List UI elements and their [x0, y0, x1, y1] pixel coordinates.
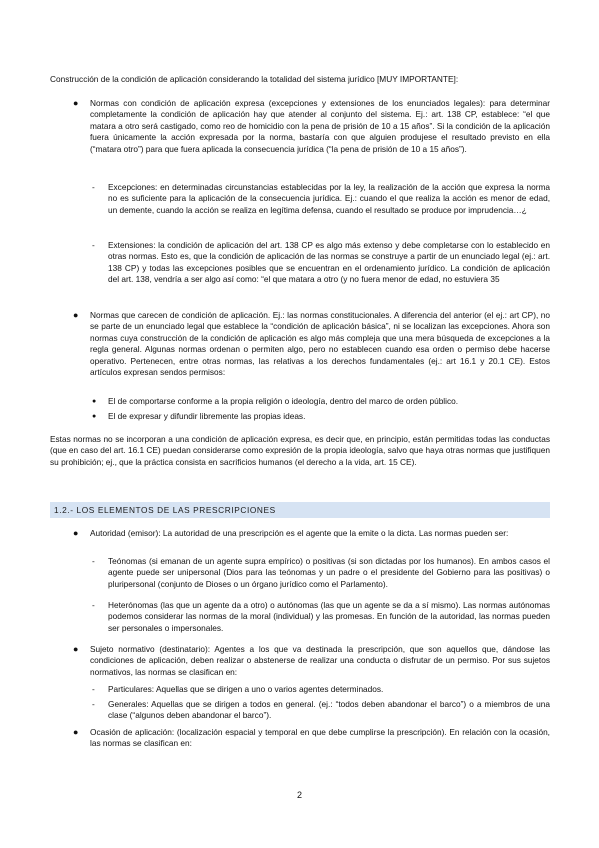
intro-heading: Construcción de la condición de aplicación considerando la totalidad del sistema jurídico [MUY IMPORTANTE]:: [50, 74, 459, 84]
bullet-marker: ●: [92, 413, 97, 420]
occasion-item-text: Ocasión de aplicación: (localización espacial y temporal en que debe cumplirse la prescripción). En relación con la ocasión, las normas se clasifican en:: [90, 727, 550, 749]
generales-text: Generales: Aquellas que se dirigen a todos en general. (ej.: “todos deben abandonar el barco”) o a miembros de una clase (“algunos deben abandonar el barco”).: [108, 699, 550, 721]
extensions-text: Extensiones: la condición de aplicación del art. 138 CP es algo más extenso y debe completarse con lo establecido en otras normas. Esto es, que la condición de aplicación de las normas se construye a partir de un enunciado legal (ej.: art. 138 CP) y todas las excepciones posibles que se encuentran en el ordenamiento jurídico. La condición de aplicación del art. 138, vendría a ser algo así como: “el que matara a otro (y no fuera menor de edad, no estuviera 35: [108, 240, 550, 285]
bullet-marker: ●: [73, 310, 79, 320]
dash-marker: -: [92, 699, 95, 709]
dash-marker: -: [92, 556, 95, 566]
bullet-marker: ●: [92, 398, 97, 405]
page-number: 2: [296, 790, 302, 800]
expression-permission-text: El de expresar y difundir libremente las propias ideas.: [108, 411, 306, 421]
subject-item-text: Sujeto normativo (destinatario): Agentes a los que va destinada la prescripción, que son aquellos que, dándose las condiciones de aplicación, deben realizar o abstenerse de realizar una conducta o disfrutar de un permiso. Por sus sujetos normativos, las normas se clasifican en:: [90, 644, 550, 677]
religion-permission-text: El de comportarse conforme a la propia religión o ideología, dentro del marco de orden público.: [108, 396, 459, 406]
dash-marker: -: [92, 182, 95, 192]
dash-marker: -: [92, 600, 95, 610]
dash-marker: -: [92, 240, 95, 250]
section-title: 1.2.- LOS ELEMENTOS DE LAS PRESCRIPCIONES: [54, 505, 276, 515]
section-heading-bar: [50, 502, 550, 518]
bullet-marker: ●: [73, 727, 79, 737]
bullet-marker: ●: [73, 98, 79, 108]
exceptions-text: Excepciones: en determinadas circunstancias establecidas por la ley, la realización de la acción que expresa la norma no es suficiente para la aplicación de la consecuencia jurídica. Ej.: cuando el que realiza la acción es menor de edad, un demente, cuando la acción se realiza en legítima defensa, cuando el resultado se produce por imprudencia…¿: [108, 182, 550, 215]
authority-item-text: Autoridad (emisor): La autoridad de una prescripción es el agente que la emite o la dicta. Las normas pueden ser:: [90, 528, 509, 538]
bullet-marker: ●: [73, 528, 79, 538]
express-item-text: Normas con condición de aplicación expresa (excepciones y extensiones de los enunciados legales): para determinar completamente la condición de aplicación hay que atender al conjunto del sistema. Ej.: art. 138 CP, establece: “el que matara a otro será castigado, como reo de homicidio con la pena de prisión de 10 a 15 años”. Si la condición de la aplicación fuera únicamente la acción expresada por la norma, bastaría con que alguien produjese el resultado previsto en ella (“matara otro”) para que fuera aplicada la consecuencia jurídica (“la pena de prisión de 10 a 15 años”).: [90, 98, 550, 154]
heteronomas-text: Heterónomas (las que un agente da a otro) o autónomas (las que un agente se da a sí mismo). Las normas autónomas podemos considerar las normas de la moral (individual) y las promesas. En función de la autoridad, las normas pueden ser personales o impersonales.: [108, 600, 550, 633]
bullet-marker: ●: [73, 644, 79, 654]
dash-marker: -: [92, 684, 95, 694]
teonomas-text: Teónomas (si emanan de un agente supra empírico) o positivas (si son dictadas por los humanos). En ambos casos el agente puede ser unipersonal (Dios para las teónomas y un padre o el presidente del Gobierno para las positivas) o pluripersonal (conjunto de Dioses o un órgano jurídico como el Parlamento).: [108, 556, 550, 589]
lacking-item-text: Normas que carecen de condición de aplicación. Ej.: las normas constitucionales. A diferencia del anterior (el ej.: art CP), no se parte de un enunciado legal que establece la “condición de aplicación básica”, ni se localizan las excepciones. Ahora son normas cuya construcción de la condición de aplicación es algo más compleja que una mera búsqueda de excepciones a la regla general. Algunas normas ordenan o permiten algo, pero no establecen cuando esa orden o permiso debe hacerse operativo. Pertenecen, entre otras normas, las relativas a los derechos fundamentales (ej.: art 16.1 y 20.1 CE). Estos artículos expresan sendos permisos:: [90, 310, 550, 378]
closing-paragraph: Estas normas no se incorporan a una condición de aplicación expresa, es decir que, en principio, están permitidas todas las conductas (que en caso del art. 16.1 CE) puedan considerarse como expresión de la propia ideología, salvo que haya otras normas que justifiquen su prohibición; ej., que la práctica consista en sacrificios humanos (el derecho a la vida, art. 15 CE).: [50, 434, 550, 467]
particulares-text: Particulares: Aquellas que se dirigen a uno o varios agentes determinados.: [108, 684, 384, 694]
